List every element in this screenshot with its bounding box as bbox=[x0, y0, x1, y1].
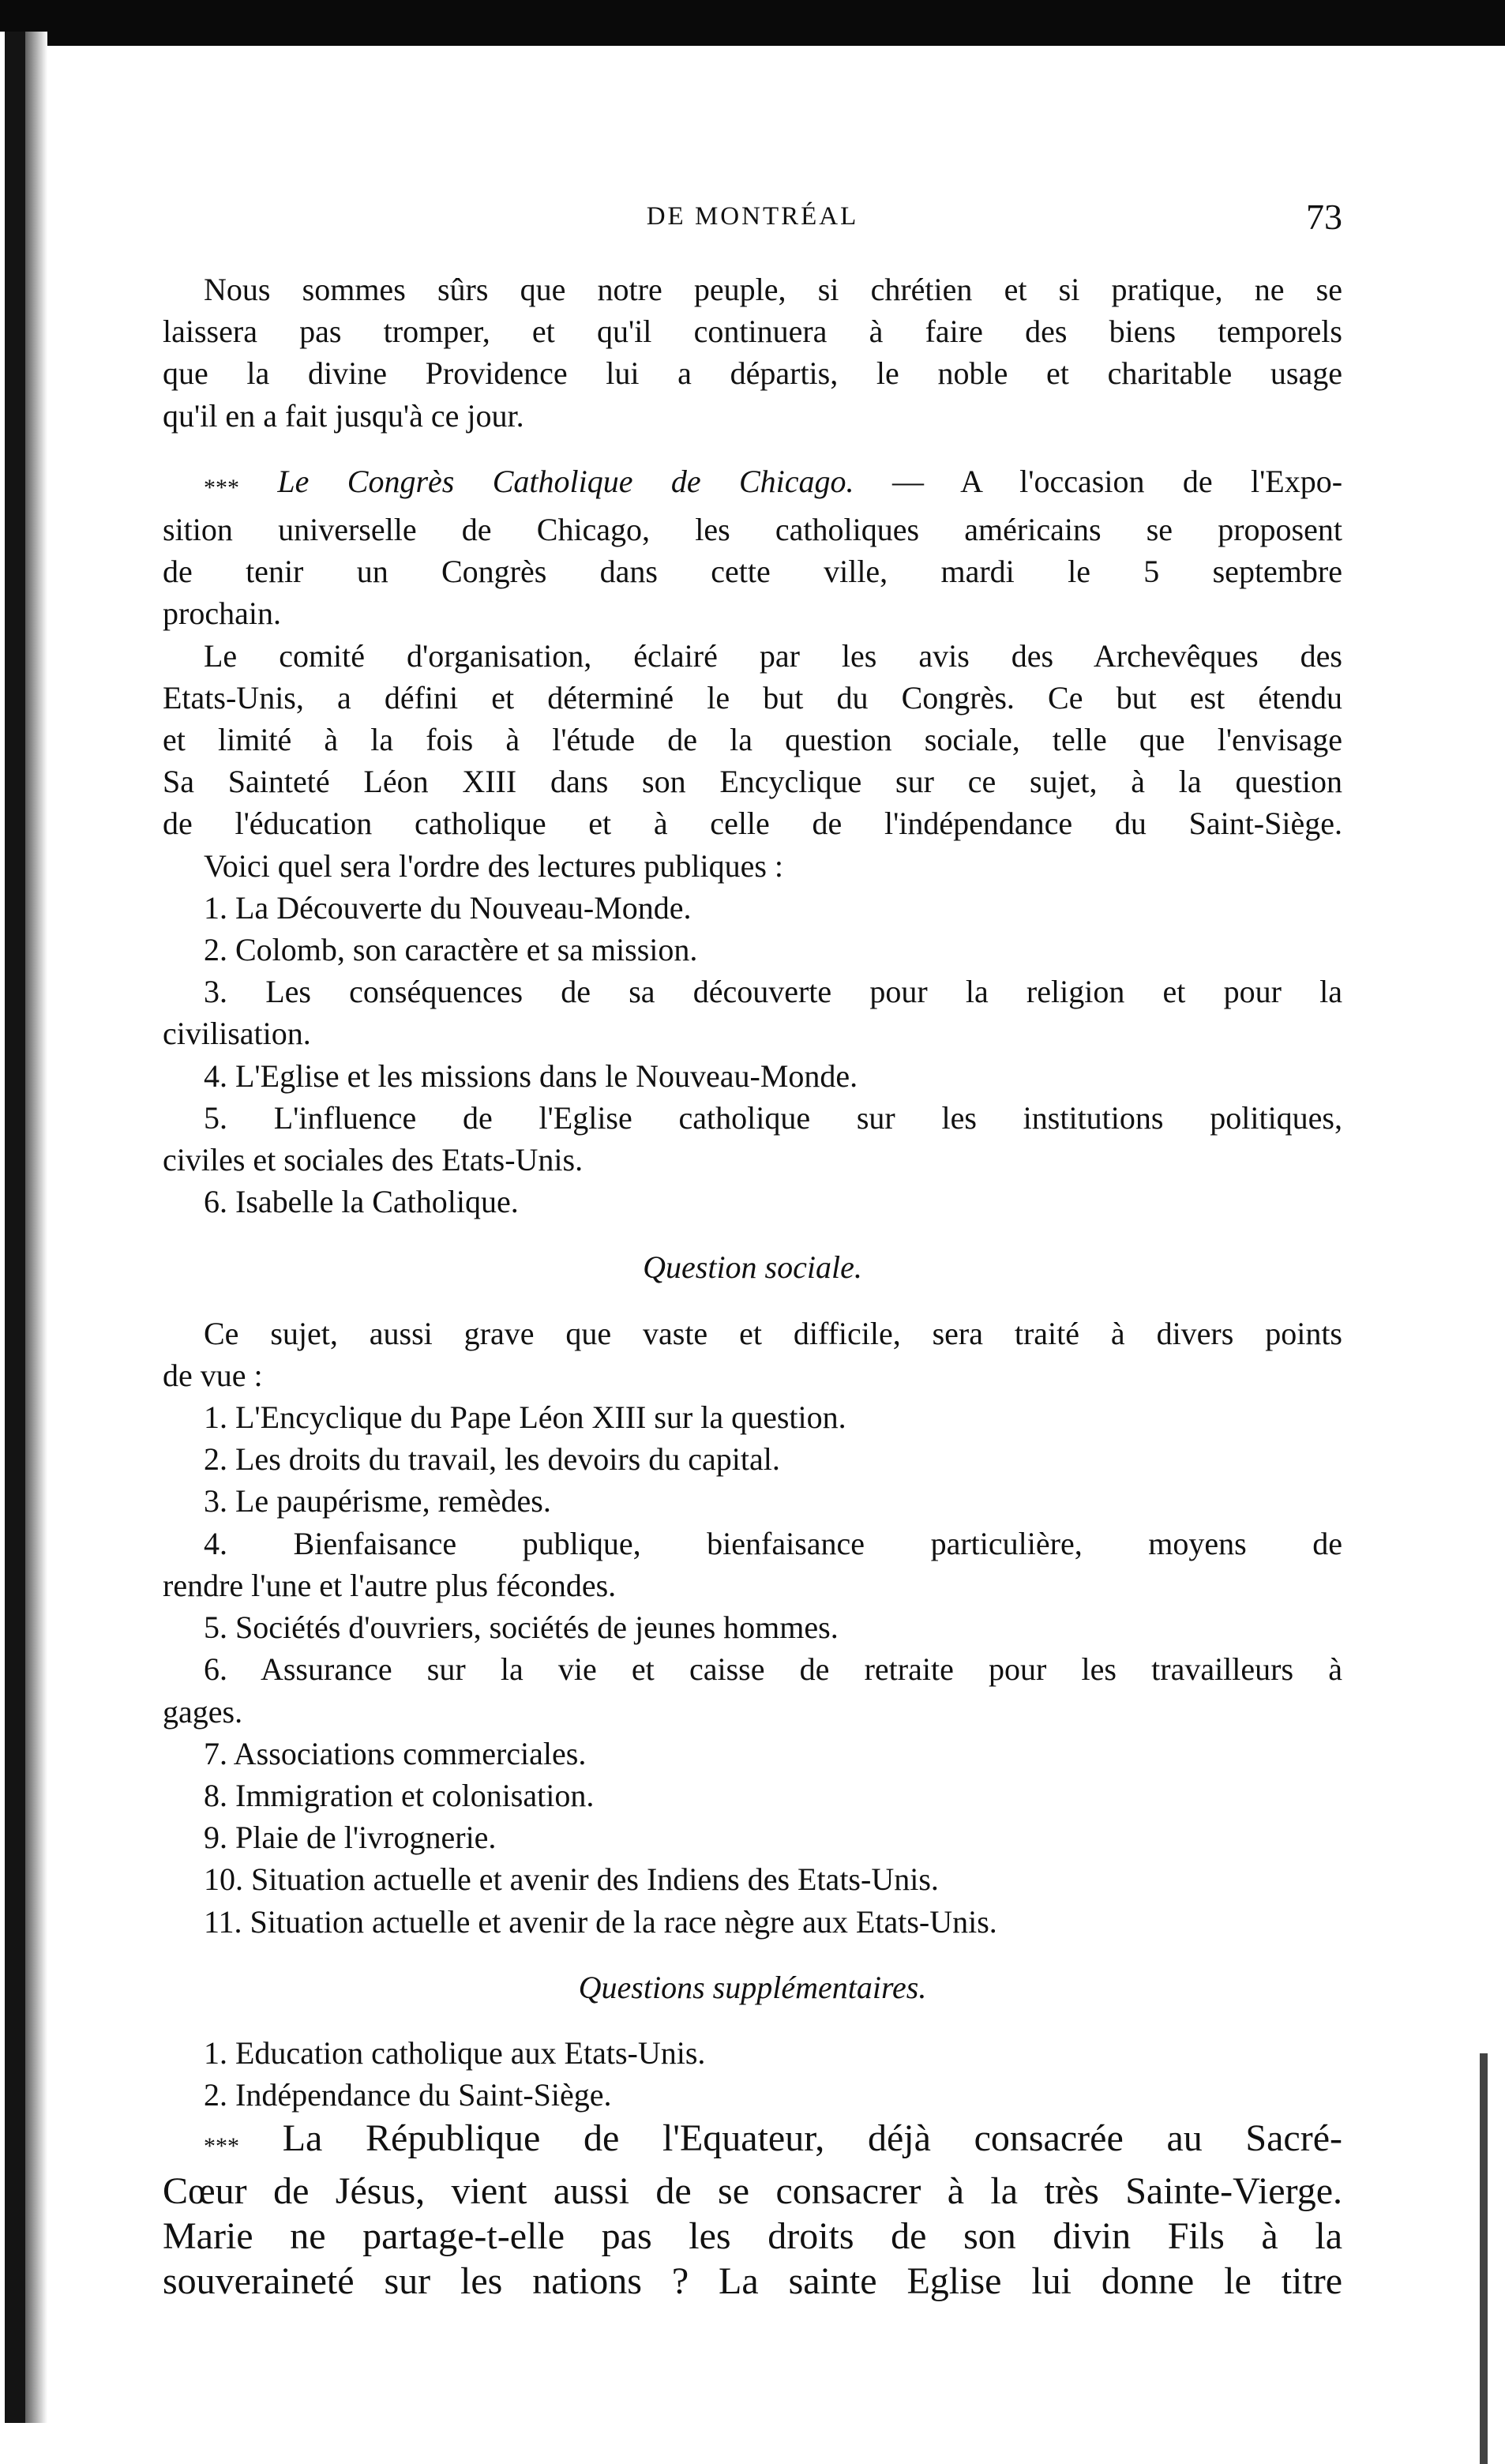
paragraph-congres-chicago bbox=[163, 460, 1342, 635]
page-header bbox=[163, 196, 1342, 243]
scan-top-border bbox=[0, 0, 1505, 46]
paragraph-biens-temporels bbox=[163, 269, 1342, 437]
section-heading-question-sociale: Question sociale. bbox=[643, 1249, 862, 1286]
list-item: 11. Situation actuelle et avenir de la race nègre aux Etats-Unis. bbox=[204, 1903, 997, 1940]
text-line: Nous sommes sûrs que notre peuple, si chrétien et si pratique, ne se bbox=[204, 272, 1342, 307]
list-item: 5. Sociétés d'ouvriers, sociétés de jeunes hommes. bbox=[204, 1609, 839, 1646]
asterism-marker: *** bbox=[204, 2133, 239, 2160]
list-item: 2. Les droits du travail, les devoirs du capital. bbox=[204, 1441, 780, 1478]
supplementary-list bbox=[163, 2032, 1342, 2116]
list-item: 1. La Découverte du Nouveau-Monde. bbox=[204, 889, 692, 926]
text-line: Ce sujet, aussi grave que vaste et difficile, sera traité à divers points bbox=[204, 1315, 1342, 1351]
list-item: 9. Plaie de l'ivrognerie. bbox=[204, 1820, 497, 1856]
text-line: Le comité d'organisation, éclairé par les avis des Archevêques des bbox=[204, 637, 1342, 674]
running-head: DE MONTRÉAL bbox=[646, 202, 859, 231]
list-item: 1. L'Encyclique du Pape Léon XIII sur la question. bbox=[204, 1399, 846, 1436]
list-item: 2. Colomb, son caractère et sa mission. bbox=[204, 932, 698, 968]
lectures-list bbox=[163, 845, 1342, 1223]
text-line: que la divine Providence lui a départis, le noble et charitable usage bbox=[163, 355, 1342, 392]
text-span: La République de l'Equateur, déjà consacrée au Sacré- bbox=[282, 2117, 1342, 2160]
text-line: qu'il en a fait jusqu'à ce jour. bbox=[163, 397, 524, 434]
list-item-continuation: civiles et sociales des Etats-Unis. bbox=[163, 1142, 584, 1178]
text-line bbox=[163, 460, 1342, 509]
list-item-continuation: civilisation. bbox=[163, 1016, 311, 1052]
list-item: 6. Isabelle la Catholique. bbox=[204, 1184, 519, 1220]
list-item: 1. Education catholique aux Etats-Unis. bbox=[204, 2034, 706, 2071]
paragraph-equateur bbox=[163, 2116, 1342, 2304]
scan-right-edge-mark bbox=[1480, 2053, 1488, 2464]
list-item: 7. Associations commerciales. bbox=[204, 1735, 587, 1771]
text-line: de l'éducation catholique et à celle de l'indépendance du Saint-Siège. bbox=[163, 806, 1342, 842]
text-line: de tenir un Congrès dans cette ville, mardi le 5 septembre bbox=[163, 554, 1342, 590]
asterism-marker: *** bbox=[204, 474, 239, 501]
list-item: 10. Situation actuelle et avenir des Indiens des Etats-Unis. bbox=[204, 1861, 939, 1898]
text-line bbox=[163, 2116, 1342, 2169]
list-item: 5. L'influence de l'Eglise catholique sur les institutions politiques, bbox=[204, 1099, 1342, 1136]
text-line: Etats-Unis, a défini et déterminé le but du Congrès. Ce but est étendu bbox=[163, 679, 1342, 716]
text-line: souveraineté sur les nations ? La sainte Eglise lui donne le titre bbox=[163, 2260, 1342, 2303]
list-item-continuation: gages. bbox=[163, 1693, 243, 1730]
text-line: prochain. bbox=[163, 595, 281, 632]
text-line: Marie ne partage-t-elle pas les droits de son divin Fils à la bbox=[163, 2215, 1342, 2258]
list-item: 4. Bienfaisance publique, bienfaisance particulière, moyens de bbox=[204, 1525, 1342, 1561]
text-span: — A l'occasion de l'Expo- bbox=[891, 463, 1343, 499]
text-line: Cœur de Jésus, vient aussi de se consacrer à la très Sainte-Vierge. bbox=[163, 2170, 1342, 2213]
list-intro: Voici quel sera l'ordre des lectures publiques : bbox=[204, 847, 784, 884]
scan-left-binding-edge bbox=[0, 32, 47, 2423]
list-item-continuation: rendre l'une et l'autre plus fécondes. bbox=[163, 1567, 617, 1603]
list-item: 2. Indépendance du Saint-Siège. bbox=[204, 2077, 612, 2113]
section-heading-questions-supplementaires: Questions supplémentaires. bbox=[578, 1969, 927, 2005]
social-list bbox=[163, 1313, 1342, 1943]
text-line: laissera pas tromper, et qu'il continuera à faire des biens temporels bbox=[163, 314, 1342, 350]
text-line: Sa Sainteté Léon XIII dans son Encyclique sur ce sujet, à la question bbox=[163, 764, 1342, 800]
text-line: et limité à la fois à l'étude de la question sociale, telle que l'envisage bbox=[163, 722, 1342, 758]
list-item: 6. Assurance sur la vie et caisse de retraite pour les travailleurs à bbox=[204, 1651, 1342, 1688]
list-item: 3. Les conséquences de sa découverte pour la religion et pour la bbox=[204, 974, 1342, 1010]
list-item: 4. L'Eglise et les missions dans le Nouveau-Monde. bbox=[204, 1057, 858, 1094]
list-item: 8. Immigration et colonisation. bbox=[204, 1777, 595, 1813]
text-line: sition universelle de Chicago, les catholiques américains se proposent bbox=[163, 512, 1342, 548]
section-title: Le Congrès Catholique de Chicago. bbox=[277, 463, 854, 499]
paragraph-comite bbox=[163, 635, 1342, 845]
text-line: de vue : bbox=[163, 1357, 263, 1393]
page-number: 73 bbox=[1306, 197, 1342, 237]
page-body bbox=[163, 269, 1342, 2304]
list-item: 3. Le paupérisme, remèdes. bbox=[204, 1483, 551, 1519]
